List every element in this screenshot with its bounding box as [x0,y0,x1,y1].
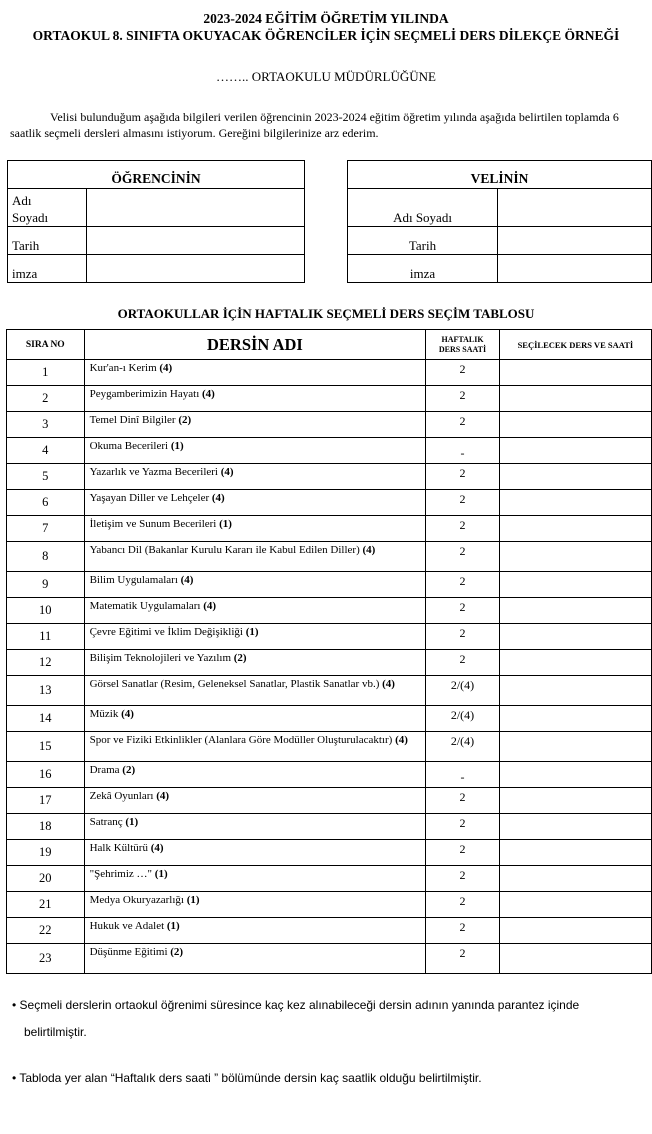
course-repeat-count: (2) [233,652,247,664]
row-number: 17 [7,788,85,814]
course-name-cell [84,598,426,624]
weekly-hours [426,490,500,516]
weekly-hours [426,650,500,676]
title-line-2: ORTAOKUL 8. SINIFTA OKUYACAK ÖĞRENCİLER İÇİN SEÇMELİ DERS DİLEKÇE ÖRNEĞİ [32,28,620,43]
weekly-hours-value: 2 [459,544,466,558]
table-row [7,412,652,438]
row-number: 9 [7,572,85,598]
weekly-hours-value: 2/(4) [450,708,475,722]
selection-cell[interactable] [499,892,651,918]
weekly-hours [426,866,500,892]
note-1-line-2: belirtilmiştir. [24,1025,87,1039]
course-repeat-count: (1) [219,518,232,530]
addressee: …….. ORTAOKULU MÜDÜRLÜĞÜNE [216,69,436,84]
course-repeat-count: (4) [121,708,134,720]
course-name: Okuma Becerileri [89,440,169,452]
weekly-hours-value: 2 [459,868,466,882]
course-name-cell [84,918,426,944]
table-row [7,840,652,866]
course-name-cell [84,624,426,650]
row-number: 22 [7,918,85,944]
note-1 [12,997,642,1041]
course-repeat-count: (2) [170,946,184,958]
row-number: 13 [7,676,85,706]
course-name: Yaşayan Diller ve Lehçeler [89,492,210,504]
selection-cell[interactable] [499,624,651,650]
course-repeat-count: (2) [178,414,192,426]
course-repeat-count: (2) [122,764,136,776]
course-name: Temel Dinî Bilgiler [89,414,176,426]
row-number: 1 [7,360,85,386]
course-name-cell [84,386,426,412]
course-repeat-count: (1) [125,816,139,828]
weekly-hours-value: 2 [459,894,466,908]
row-number: 10 [7,598,85,624]
selection-cell[interactable] [499,464,651,490]
document-title [0,10,652,44]
student-name-label-2: Soyadı [12,210,49,225]
selection-cell[interactable] [499,490,651,516]
course-name: Çevre Eğitimi ve İklim Değişikliği [89,626,243,638]
course-name-cell [84,814,426,840]
selection-cell[interactable] [499,732,651,762]
row-number: 8 [7,542,85,572]
course-repeat-count: (4) [395,734,408,746]
table-row [7,814,652,840]
course-repeat-count: (4) [156,790,170,802]
selection-cell[interactable] [499,866,651,892]
weekly-hours-value: - [460,446,465,460]
weekly-hours [426,814,500,840]
course-name: Satranç [89,816,123,828]
course-name-cell [84,840,426,866]
weekly-hours-value: - [460,770,465,784]
weekly-hours [426,732,500,762]
weekly-hours [426,412,500,438]
weekly-hours-value: 2 [459,574,466,588]
weekly-hours-value: 2 [459,414,466,428]
table-row [7,762,652,788]
row-number: 12 [7,650,85,676]
weekly-hours [426,572,500,598]
selection-cell[interactable] [499,706,651,732]
request-paragraph: Velisi bulunduğum aşağıda bilgileri verilen öğrencinin 2023-2024 eğitim öğretim yılında aşağıda belirtilen toplamda 6 saatlik seçmeli dersleri almasını istiyorum. Gereğini bilgilerinize arz ederim. [10,110,619,140]
row-number: 15 [7,732,85,762]
selection-cell[interactable] [499,650,651,676]
selection-cell[interactable] [499,918,651,944]
course-name-cell [84,412,426,438]
parent-name-field[interactable] [498,189,652,227]
course-name-cell [84,464,426,490]
course-repeat-count: (1) [245,626,259,638]
table-row [7,944,652,974]
weekly-hours [426,464,500,490]
weekly-hours-value: 2 [459,362,466,376]
weekly-hours-value: 2 [459,492,466,506]
course-name: Müzik [89,708,119,720]
table-row [7,676,652,706]
weekly-hours [426,438,500,464]
course-name: Peygamberimizin Hayatı [89,388,200,400]
selection-cell[interactable] [499,762,651,788]
course-repeat-count: (1) [154,868,168,880]
student-name-field[interactable] [87,189,305,227]
table-row [7,866,652,892]
col-header-select: SEÇİLECEK DERS VE SAATİ [499,330,651,360]
student-name-label-1: Adı [12,193,32,208]
course-repeat-count: (4) [203,600,217,612]
parent-date-label: Tarih [348,227,498,255]
selection-cell[interactable] [499,438,651,464]
course-name-cell [84,706,426,732]
course-name-cell [84,360,426,386]
weekly-hours-value: 2 [459,790,466,804]
course-name: İletişim ve Sunum Becerileri [89,518,217,530]
weekly-hours [426,788,500,814]
weekly-hours-value: 2 [459,626,466,640]
course-name: Medya Okuryazarlığı [89,894,184,906]
course-repeat-count: (4) [382,678,395,690]
row-number: 19 [7,840,85,866]
table-row [7,386,652,412]
weekly-hours [426,944,500,974]
row-number: 18 [7,814,85,840]
weekly-hours-value: 2 [459,946,466,960]
parent-info-table [347,160,652,283]
student-date-field[interactable] [87,227,305,255]
weekly-hours [426,892,500,918]
course-repeat-count: (4) [159,362,173,374]
student-name-label [8,189,87,227]
course-name-cell [84,732,426,762]
table-row [7,732,652,762]
selection-cell[interactable] [499,542,651,572]
course-repeat-count: (4) [220,466,234,478]
col-header-no: SIRA NO [7,330,85,360]
course-repeat-count: (4) [180,574,194,586]
weekly-hours [426,706,500,732]
table-row [7,516,652,542]
row-number: 16 [7,762,85,788]
col-header-hours-2: DERS SAATİ [438,344,487,354]
weekly-hours-value: 2/(4) [450,678,475,692]
row-number: 6 [7,490,85,516]
student-sign-field[interactable] [87,255,305,283]
note-1-line-1: • Seçmeli derslerin ortaokul öğrenimi süresince kaç kez alınabileceği dersin adının yanında parantez içinde [12,998,580,1012]
table-row [7,892,652,918]
col-header-name: DERSİN ADI [84,330,426,360]
row-number: 7 [7,516,85,542]
weekly-hours [426,624,500,650]
selection-cell[interactable] [499,814,651,840]
selection-cell[interactable] [499,840,651,866]
weekly-hours [426,386,500,412]
course-name: "Şehrimiz …" [89,868,153,880]
weekly-hours-value: 2/(4) [450,734,475,748]
selection-cell[interactable] [499,412,651,438]
course-name: Zekâ Oyunları [89,790,154,802]
row-number: 11 [7,624,85,650]
course-repeat-count: (4) [202,388,215,400]
table-row [7,464,652,490]
table-row [7,360,652,386]
row-number: 20 [7,866,85,892]
weekly-hours [426,542,500,572]
course-name-cell [84,892,426,918]
weekly-hours-value: 2 [459,816,466,830]
weekly-hours-value: 2 [459,920,466,934]
parent-name-label: Adı Soyadı [348,189,498,227]
weekly-hours [426,598,500,624]
weekly-hours-value: 2 [459,518,466,532]
course-name-cell [84,650,426,676]
course-name-cell [84,676,426,706]
course-name-cell [84,762,426,788]
col-header-hours-1: HAFTALIK [441,334,484,344]
course-repeat-count: (1) [186,894,200,906]
student-info-table [7,160,305,283]
row-number: 4 [7,438,85,464]
selection-cell[interactable] [499,944,651,974]
course-repeat-count: (1) [170,440,184,452]
row-number: 3 [7,412,85,438]
row-number: 5 [7,464,85,490]
table-row [7,650,652,676]
weekly-hours-value: 2 [459,652,466,666]
course-repeat-count: (4) [211,492,225,504]
student-header: ÖĞRENCİNİN [8,161,305,189]
course-name-cell [84,490,426,516]
parent-header: VELİNİN [348,161,652,189]
course-name: Bilişim Teknolojileri ve Yazılım [89,652,232,664]
table-row [7,598,652,624]
selection-cell[interactable] [499,386,651,412]
selection-cell[interactable] [499,676,651,706]
row-number: 14 [7,706,85,732]
course-name-cell [84,866,426,892]
row-number: 23 [7,944,85,974]
course-name: Hukuk ve Adalet [89,920,165,932]
table-row [7,918,652,944]
parent-date-field[interactable] [498,227,652,255]
selection-cell[interactable] [499,598,651,624]
weekly-hours [426,762,500,788]
selection-cell[interactable] [499,788,651,814]
course-name: Drama [89,764,120,776]
table-row [7,788,652,814]
course-name: Matematik Uygulamaları [89,600,201,612]
course-name-cell [84,438,426,464]
weekly-hours [426,918,500,944]
selection-cell[interactable] [499,572,651,598]
course-name: Halk Kültürü [89,842,148,854]
course-name-cell [84,944,426,974]
col-header-hours [426,330,500,360]
course-name: Bilim Uygulamaları [89,574,178,586]
selection-table-title: ORTAOKULLAR İÇİN HAFTALIK SEÇMELİ DERS SEÇİM TABLOSU [117,306,535,321]
student-date-label: Tarih [8,227,87,255]
selection-cell[interactable] [499,516,651,542]
table-row [7,542,652,572]
table-row [7,706,652,732]
weekly-hours [426,676,500,706]
course-repeat-count: (4) [150,842,164,854]
course-name-cell [84,788,426,814]
selection-cell[interactable] [499,360,651,386]
elective-course-table [6,329,652,974]
parent-sign-label: imza [348,255,498,283]
parent-sign-field[interactable] [498,255,652,283]
table-row [7,572,652,598]
course-name: Spor ve Fiziki Etkinlikler (Alanlara Göre Modüller Oluşturulacaktır) [89,734,393,746]
table-row [7,624,652,650]
course-name: Düşünme Eğitimi [89,946,168,958]
course-name: Yazarlık ve Yazma Becerileri [89,466,218,478]
course-name: Yabancı Dil (Bakanlar Kurulu Kararı ile Kabul Edilen Diller) [89,544,360,556]
student-sign-label: imza [8,255,87,283]
table-row [7,490,652,516]
weekly-hours [426,360,500,386]
row-number: 21 [7,892,85,918]
weekly-hours-value: 2 [459,466,466,480]
course-repeat-count: (4) [362,544,376,556]
weekly-hours [426,840,500,866]
note-2: • Tabloda yer alan “Haftalık ders saati ” bölümünde dersin kaç saatlik olduğu belirtilmiştir. [12,1071,482,1085]
weekly-hours-value: 2 [459,600,466,614]
table-row [7,438,652,464]
course-name: Görsel Sanatlar (Resim, Geleneksel Sanatlar, Plastik Sanatlar vb.) [89,678,380,690]
weekly-hours-value: 2 [459,388,466,402]
weekly-hours-value: 2 [459,842,466,856]
course-name: Kur'an-ı Kerim [89,362,157,374]
course-repeat-count: (1) [166,920,180,932]
row-number: 2 [7,386,85,412]
title-line-1: 2023-2024 EĞİTİM ÖĞRETİM YILINDA [203,11,449,26]
course-name-cell [84,542,426,572]
weekly-hours [426,516,500,542]
course-name-cell [84,516,426,542]
course-name-cell [84,572,426,598]
